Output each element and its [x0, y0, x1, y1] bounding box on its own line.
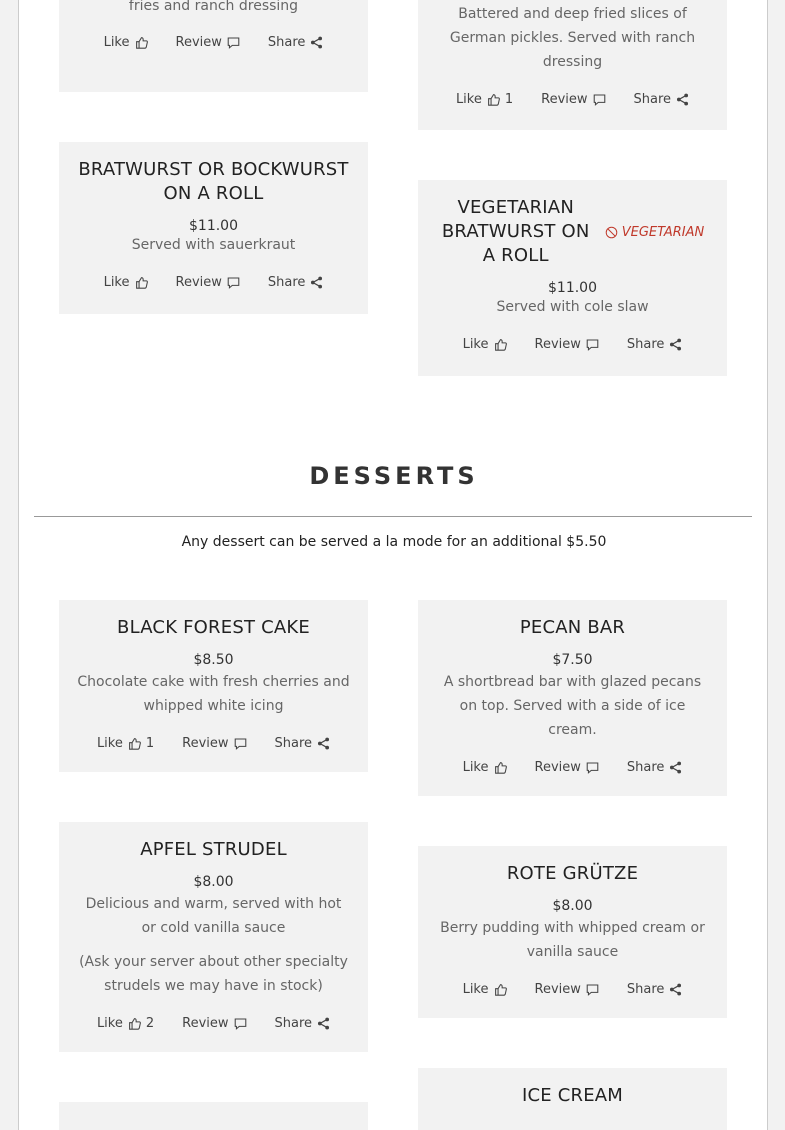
like-button[interactable]: Like — [104, 275, 148, 290]
like-button[interactable]: Like 1 — [455, 91, 514, 107]
thumbs-up-icon — [135, 276, 148, 289]
item-name: BRATWURST OR BOCKWURST ON A ROLL — [78, 159, 349, 204]
item-actions — [77, 8, 350, 76]
item-description: Chocolate cake with fresh cherries and whipped white icing — [77, 674, 350, 714]
review-button[interactable]: Review — [541, 92, 605, 107]
menu-item-card — [59, 142, 368, 314]
comment-icon — [234, 737, 247, 750]
review-button[interactable]: Review — [176, 275, 240, 290]
review-button[interactable]: Review — [535, 982, 599, 997]
menu-item-card — [59, 0, 368, 92]
menu-item-card — [59, 600, 368, 772]
comment-icon — [234, 1017, 247, 1030]
menu-item-card — [59, 822, 368, 1052]
item-actions — [77, 998, 350, 1048]
like-count: 1 — [145, 735, 155, 751]
review-button[interactable]: Review — [182, 736, 246, 751]
item-description: fries and ranch dressing — [128, 0, 299, 14]
like-count: 2 — [145, 1015, 155, 1031]
thumbs-up-icon — [494, 338, 507, 351]
like-count: 1 — [504, 91, 514, 107]
menu-item-card — [418, 600, 727, 796]
item-actions — [436, 742, 709, 792]
share-icon — [317, 737, 330, 750]
thumbs-up-icon — [494, 761, 507, 774]
comment-icon — [586, 983, 599, 996]
review-button[interactable]: Review — [176, 35, 240, 50]
share-button[interactable]: Share — [268, 35, 324, 50]
item-name: ROTE GRÜTZE — [506, 863, 639, 884]
no-meat-icon — [605, 226, 618, 239]
item-price: $8.50 — [193, 652, 234, 668]
item-name: VEGETARIAN BRATWURST ON A ROLL — [441, 197, 590, 266]
share-button[interactable]: Share — [268, 275, 324, 290]
menu-page — [18, 0, 768, 1130]
item-price: $11.00 — [189, 218, 238, 234]
menu-item-card — [59, 1102, 368, 1130]
menu-item-card — [418, 1068, 727, 1130]
review-button[interactable]: Review — [535, 337, 599, 352]
share-icon — [676, 93, 689, 106]
item-name: ICE CREAM — [521, 1085, 624, 1106]
share-icon — [669, 983, 682, 996]
share-button[interactable]: Share — [627, 982, 683, 997]
menu-item-card — [418, 0, 727, 130]
item-actions — [436, 316, 709, 372]
item-description: Delicious and warm, served with hot or cold vanilla sauce — [85, 896, 342, 936]
thumbs-up-icon — [128, 1017, 141, 1030]
item-name: APFEL STRUDEL — [140, 839, 287, 860]
item-description: Served with cole slaw — [496, 299, 649, 315]
section-title: DESSERTS — [309, 462, 479, 490]
thumbs-up-icon — [487, 93, 500, 106]
share-icon — [310, 276, 323, 289]
item-price: $8.00 — [552, 898, 593, 914]
item-description: A shortbread bar with glazed pecans on top. Served with a side of ice cream. — [443, 674, 702, 738]
like-button[interactable]: Like 1 — [96, 735, 155, 751]
item-name: BLACK FOREST CAKE — [117, 617, 310, 638]
menu-item-card — [418, 846, 727, 1018]
review-button[interactable]: Review — [535, 760, 599, 775]
share-icon — [669, 338, 682, 351]
comment-icon — [593, 93, 606, 106]
item-price: $8.00 — [193, 874, 234, 890]
share-icon — [669, 761, 682, 774]
vegetarian-badge: VEGETARIAN — [605, 225, 705, 240]
item-actions — [77, 718, 350, 768]
item-description: Battered and deep fried slices of German pickles. Served with ranch dressing — [449, 6, 696, 70]
thumbs-up-icon — [494, 983, 507, 996]
like-button[interactable]: Like — [463, 760, 507, 775]
share-icon — [310, 36, 323, 49]
comment-icon — [586, 761, 599, 774]
item-name-row — [436, 196, 709, 268]
thumbs-up-icon — [128, 737, 141, 750]
item-price: $7.50 — [552, 652, 593, 668]
thumbs-up-icon — [135, 36, 148, 49]
like-button[interactable]: Like 2 — [96, 1015, 155, 1031]
comment-icon — [227, 36, 240, 49]
section-note: Any dessert can be served a la mode for an additional $5.50 — [181, 534, 607, 550]
comment-icon — [227, 276, 240, 289]
share-button[interactable]: Share — [275, 1016, 331, 1031]
item-actions — [77, 254, 350, 310]
like-button[interactable]: Like — [104, 35, 148, 50]
item-name: PECAN BAR — [519, 617, 626, 638]
share-button[interactable]: Share — [275, 736, 331, 751]
menu-item-card — [418, 180, 727, 376]
like-button[interactable]: Like — [463, 982, 507, 997]
item-description: Served with sauerkraut — [131, 237, 296, 253]
review-button[interactable]: Review — [182, 1016, 246, 1031]
item-price: $11.00 — [548, 280, 597, 296]
share-icon — [317, 1017, 330, 1030]
comment-icon — [586, 338, 599, 351]
share-button[interactable]: Share — [627, 760, 683, 775]
share-button[interactable]: Share — [627, 337, 683, 352]
item-extra-note: (Ask your server about other specialty strudels we may have in stock) — [79, 954, 348, 994]
item-actions — [436, 74, 709, 124]
like-button[interactable]: Like — [463, 337, 507, 352]
section-divider — [34, 516, 752, 517]
item-description: Berry pudding with whipped cream or vanilla sauce — [440, 920, 705, 960]
item-actions — [436, 964, 709, 1014]
share-button[interactable]: Share — [634, 92, 690, 107]
